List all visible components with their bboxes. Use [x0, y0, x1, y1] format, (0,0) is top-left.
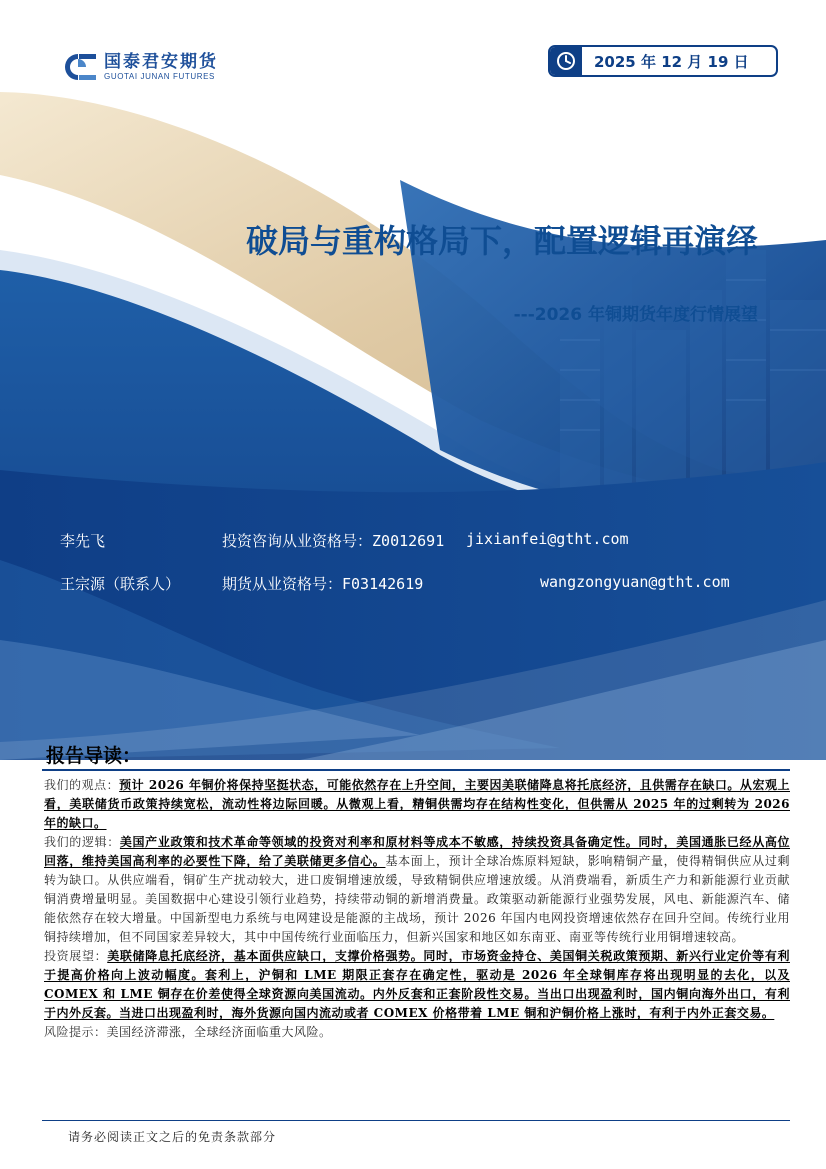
author-email[interactable]: wangzongyuan@gtht.com [540, 573, 730, 591]
company-logo [58, 52, 218, 82]
author-qualification: 期货从业资格号：F03142619 [222, 575, 424, 593]
report-subtitle: ---2026 年铜期货年度行情展望 [513, 305, 758, 325]
clock-icon [556, 51, 576, 71]
disclaimer-note: 请务必阅读正文之后的免责条款部分 [68, 1130, 277, 1144]
report-title: 破局与重构格局下，配置逻辑再演绎 [245, 222, 758, 260]
author-name: 李先飞 [60, 532, 106, 550]
logic-paragraph [44, 833, 790, 947]
risk-paragraph [44, 1023, 790, 1042]
view-label: 我们的观点： [44, 778, 120, 792]
author-qualification: 投资咨询从业资格号：Z0012691 [222, 532, 445, 550]
logic-label: 我们的逻辑： [44, 835, 120, 849]
outlook-paragraph [44, 947, 790, 1023]
divider [42, 769, 790, 771]
report-date: 2025 年 12 月 19 日 [594, 53, 749, 71]
logo-chinese-name: 国泰君安期货 [104, 52, 218, 72]
outlook-label: 投资展望： [44, 949, 108, 963]
logic-text: 基本面上，预计全球冶炼原料短缺，影响精铜产量，使得精铜供应从过剩转为缺口。从供应端看，铜矿生产扰动较大，进口废铜增速放缓，导致精铜供应增速放缓。从消费端看，新质生产力和新能源行业贡献铜消费增量明显。美国数据中心建设引领行业趋势，持续带动铜的新增消费量。政策驱动新能源行业强势发展，风电、新能源汽车、储能依然存在较大增量。中国新型电力系统与电网建设是能源的主战场，预计 2026 年国内电网投资增速依然存在回升空间。传统行业用铜持续增加，但不同国家差异较大，其中中国传统行业面临压力，但新兴国家和地区如东南亚、南亚等传统行业用铜增速较高。 [44, 854, 790, 944]
logic-bold-text: 美国产业政策和技术革命等领域的投资对利率和原材料等成本不敏感，持续投资具备确定性。同时，美国通胀已经从高位回落，维持美国高利率的必要性下降，给了美联储更多信心。 [44, 835, 790, 868]
gtja-logo-icon [58, 52, 98, 82]
intro-body [44, 776, 790, 1042]
logo-english-name: GUOTAI JUNAN FUTURES [104, 72, 215, 81]
view-paragraph [44, 776, 790, 833]
risk-text: 美国经济滞涨，全球经济面临重大风险。 [106, 1025, 332, 1039]
author-name: 王宗源（联系人） [60, 575, 181, 593]
outlook-text: 美联储降息托底经济，基本面供应缺口，支撑价格强势。同时，市场资金持仓、美国铜关税政策预期、新兴行业定价等有利于提高价格向上波动幅度。套利上，沪铜和 LME 期限正套存在确定性，驱动是 2026 年全球铜库存将出现明显的去化，以及 COMEX 和 LME 铜存在价差使得全球资源向美国流动。内外反套和正套阶段性交易。当出口出现盈利时，国内铜向海外出口，有利于内外反套。当进口出现盈利时，海外货源向国内流动或者 COMEX 价格带着 LME 铜和沪铜价格上涨时，有利于内外正套交易。 [44, 949, 790, 1020]
intro-heading: 报告导读： [46, 745, 142, 767]
author-email[interactable]: jixianfei@gtht.com [466, 530, 629, 548]
view-text: 预计 2026 年铜价将保持坚挺状态，可能依然存在上升空间，主要因美联储降息将托底经济，且供需存在缺口。从宏观上看，美联储货币政策持续宽松，流动性将边际回暖。从微观上看，精铜供需均存在结构性变化，但供需从 2025 年的过剩转为 2026 年的缺口。 [44, 778, 790, 830]
divider [42, 1120, 790, 1121]
risk-label: 风险提示： [44, 1025, 107, 1039]
report-date-badge [548, 45, 778, 77]
